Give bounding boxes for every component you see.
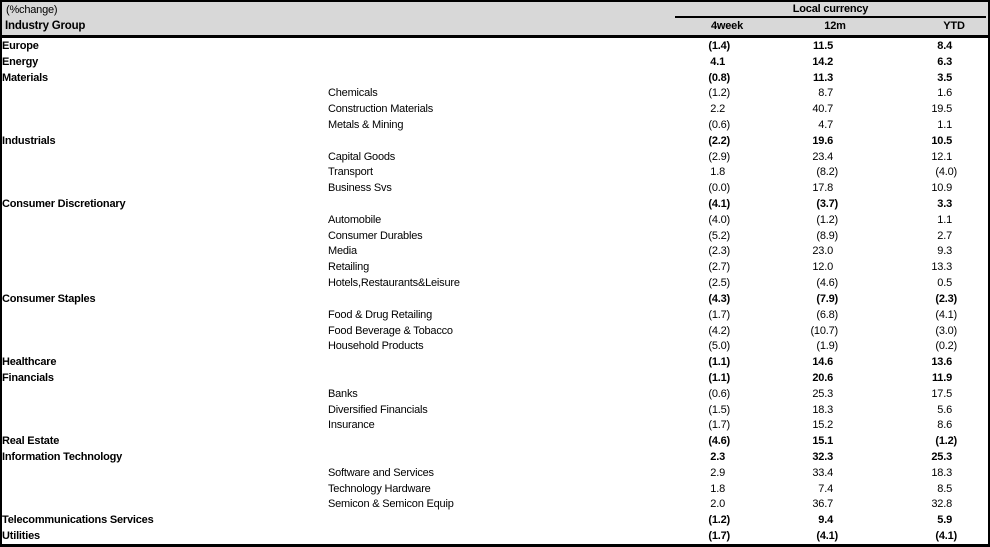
industry-name: Retailing	[328, 261, 370, 274]
value-ytd: 8.6	[937, 419, 952, 432]
row-filler	[957, 433, 988, 449]
value-4week: (1.7)	[708, 419, 730, 432]
column-header-4week: 4week	[710, 20, 744, 32]
industry-name: Automobile	[328, 213, 382, 226]
value-4week: (4.0)	[708, 213, 730, 226]
value-12m: 12.0	[812, 261, 833, 274]
industry-group-header: Industry Group	[5, 20, 86, 32]
value-4week: (4.2)	[708, 324, 730, 337]
value-ytd: 1.6	[937, 87, 952, 100]
value-4week: (1.2)	[708, 87, 730, 100]
local-currency-header: Local currency	[675, 2, 986, 18]
industry-name: Household Products	[328, 340, 424, 353]
table-row	[2, 244, 988, 260]
row-filler	[957, 70, 988, 86]
value-ytd: 12.1	[931, 150, 952, 163]
industry-name: Chemicals	[328, 87, 378, 100]
table-row	[2, 196, 988, 212]
table-row	[2, 465, 988, 481]
table-row	[2, 338, 988, 354]
table-row	[2, 85, 988, 101]
industry-name: Real Estate	[2, 435, 60, 448]
value-4week: (0.0)	[708, 182, 730, 195]
value-12m: 20.6	[812, 371, 833, 384]
industry-name: Materials	[2, 71, 48, 84]
value-12m: (4.1)	[816, 530, 838, 543]
value-4week: (1.7)	[708, 530, 730, 543]
row-filler	[957, 449, 988, 465]
table-row	[2, 386, 988, 402]
value-12m: (1.2)	[816, 213, 838, 226]
value-ytd: 18.3	[931, 466, 952, 479]
table-row	[2, 180, 988, 196]
row-filler	[957, 338, 988, 354]
row-filler	[957, 465, 988, 481]
value-4week: (1.2)	[708, 514, 730, 527]
row-filler	[957, 512, 988, 528]
industry-name: Insurance	[328, 419, 375, 432]
value-ytd: 8.5	[937, 482, 952, 495]
row-filler	[957, 259, 988, 275]
table-row	[2, 528, 988, 544]
value-ytd: 10.5	[931, 134, 952, 147]
industry-name: Healthcare	[2, 356, 57, 369]
value-ytd: 1.1	[937, 118, 952, 131]
industry-name: Transport	[328, 166, 373, 179]
header-row-top	[2, 2, 988, 18]
value-12m: (8.9)	[816, 229, 838, 242]
value-4week: 2.3	[710, 451, 725, 464]
table-row	[2, 275, 988, 291]
value-12m: (1.9)	[816, 340, 838, 353]
value-12m: (10.7)	[810, 324, 838, 337]
value-ytd: 9.3	[937, 245, 952, 258]
value-ytd: (4.1)	[935, 530, 957, 543]
industry-name: Media	[328, 245, 357, 258]
industry-name: Software and Services	[328, 466, 434, 479]
table-body	[2, 38, 988, 544]
table-row	[2, 259, 988, 275]
industry-name: Banks	[328, 387, 358, 400]
value-4week: (4.3)	[708, 292, 730, 305]
value-ytd: 8.4	[937, 39, 952, 52]
value-12m: (3.7)	[816, 198, 838, 211]
industry-name: Consumer Staples	[2, 292, 96, 305]
value-4week: (5.0)	[708, 340, 730, 353]
value-ytd: (0.2)	[935, 340, 957, 353]
header-row-columns	[2, 18, 988, 35]
row-filler	[957, 54, 988, 70]
value-4week: (5.2)	[708, 229, 730, 242]
value-ytd: 32.8	[931, 498, 952, 511]
value-4week: (1.1)	[708, 356, 730, 369]
value-4week: (0.6)	[708, 118, 730, 131]
value-4week: 1.8	[710, 166, 725, 179]
value-12m: (4.6)	[816, 277, 838, 290]
data-table	[2, 38, 988, 544]
value-4week: (4.1)	[708, 198, 730, 211]
table-row	[2, 101, 988, 117]
value-ytd: (2.3)	[935, 292, 957, 305]
industry-name: Food Beverage & Tobacco	[328, 324, 453, 337]
value-4week: (2.2)	[708, 134, 730, 147]
value-12m: 11.3	[812, 71, 833, 84]
value-4week: (2.3)	[708, 245, 730, 258]
value-ytd: (4.0)	[935, 166, 957, 179]
table-row	[2, 323, 988, 339]
value-12m: (8.2)	[816, 166, 838, 179]
table-row	[2, 117, 988, 133]
row-filler	[957, 165, 988, 181]
industry-name: Diversified Financials	[328, 403, 428, 416]
row-filler	[957, 402, 988, 418]
industry-name: Europe	[2, 39, 39, 52]
industry-name: Financials	[2, 371, 54, 384]
value-12m: 19.6	[812, 134, 833, 147]
value-ytd: 13.6	[931, 356, 952, 369]
value-12m: 33.4	[812, 466, 833, 479]
row-filler	[957, 85, 988, 101]
row-filler	[957, 386, 988, 402]
value-ytd: (3.0)	[935, 324, 957, 337]
value-12m: 17.8	[812, 182, 833, 195]
industry-name: Construction Materials	[328, 103, 434, 116]
value-4week: (4.6)	[708, 435, 730, 448]
value-12m: (6.8)	[816, 308, 838, 321]
value-ytd: (1.2)	[935, 435, 957, 448]
value-ytd: 19.5	[931, 103, 952, 116]
industry-name: Telecommunications Services	[2, 514, 154, 527]
industry-name: Semicon & Semicon Equip	[328, 498, 454, 511]
value-12m: 14.6	[812, 356, 833, 369]
table-row	[2, 481, 988, 497]
row-filler	[957, 117, 988, 133]
value-4week: (2.9)	[708, 150, 730, 163]
industry-name: Utilities	[2, 530, 40, 543]
value-4week: (2.7)	[708, 261, 730, 274]
value-4week: (1.5)	[708, 403, 730, 416]
row-filler	[957, 38, 988, 54]
value-12m: 4.7	[818, 118, 833, 131]
value-12m: (7.9)	[816, 292, 838, 305]
row-filler	[957, 244, 988, 260]
row-filler	[957, 354, 988, 370]
value-ytd: 11.9	[931, 371, 952, 384]
value-12m: 25.3	[812, 387, 833, 400]
row-filler	[957, 180, 988, 196]
industry-name: Consumer Discretionary	[2, 198, 126, 211]
table-row	[2, 291, 988, 307]
value-ytd: 17.5	[931, 387, 952, 400]
row-filler	[957, 418, 988, 434]
table-row	[2, 449, 988, 465]
table-row	[2, 133, 988, 149]
value-ytd: 5.6	[937, 403, 952, 416]
value-ytd: (4.1)	[935, 308, 957, 321]
table-row	[2, 165, 988, 181]
industry-name: Consumer Durables	[328, 229, 423, 242]
industry-name: Industrials	[2, 134, 56, 147]
table-row	[2, 370, 988, 386]
row-filler	[957, 196, 988, 212]
industry-name: Technology Hardware	[328, 482, 431, 495]
table-header	[2, 2, 988, 38]
value-ytd: 13.3	[931, 261, 952, 274]
value-ytd: 6.3	[937, 55, 952, 68]
value-12m: 15.2	[812, 419, 833, 432]
value-12m: 8.7	[818, 87, 833, 100]
table-row	[2, 497, 988, 513]
value-4week: 4.1	[710, 55, 725, 68]
value-12m: 32.3	[812, 451, 833, 464]
industry-name: Metals & Mining	[328, 118, 404, 131]
industry-name: Energy	[2, 55, 39, 68]
table-row	[2, 354, 988, 370]
table-row	[2, 418, 988, 434]
industry-name: Food & Drug Retailing	[328, 308, 433, 321]
table-row	[2, 307, 988, 323]
row-filler	[957, 323, 988, 339]
value-ytd: 0.5	[937, 277, 952, 290]
row-filler	[957, 133, 988, 149]
value-12m: 7.4	[818, 482, 833, 495]
column-header-ytd: YTD	[943, 20, 965, 32]
value-4week: 2.9	[710, 466, 725, 479]
table-row	[2, 54, 988, 70]
value-4week: 2.2	[710, 103, 725, 116]
row-filler	[957, 275, 988, 291]
row-filler	[957, 212, 988, 228]
industry-name: Hotels,Restaurants&Leisure	[328, 277, 460, 290]
value-4week: (2.5)	[708, 277, 730, 290]
table-row	[2, 402, 988, 418]
value-12m: 23.0	[812, 245, 833, 258]
row-filler	[957, 291, 988, 307]
table-row	[2, 38, 988, 54]
industry-name: Information Technology	[2, 451, 123, 464]
column-header-12m: 12m	[824, 20, 846, 32]
value-12m: 14.2	[812, 55, 833, 68]
value-ytd: 5.9	[937, 514, 952, 527]
value-4week: (1.1)	[708, 371, 730, 384]
value-4week: (1.7)	[708, 308, 730, 321]
value-4week: 2.0	[710, 498, 725, 511]
value-4week: (0.8)	[708, 71, 730, 84]
value-ytd: 25.3	[931, 451, 952, 464]
row-filler	[957, 497, 988, 513]
value-ytd: 2.7	[937, 229, 952, 242]
value-12m: 11.5	[812, 39, 833, 52]
table-row	[2, 512, 988, 528]
value-12m: 36.7	[812, 498, 833, 511]
industry-name: Business Svs	[328, 182, 392, 195]
value-ytd: 1.1	[937, 213, 952, 226]
percent-change-label: (%change)	[6, 4, 58, 16]
table-row	[2, 433, 988, 449]
value-4week: (1.4)	[708, 39, 730, 52]
value-12m: 9.4	[818, 514, 833, 527]
value-ytd: 10.9	[931, 182, 952, 195]
value-4week: 1.8	[710, 482, 725, 495]
row-filler	[957, 101, 988, 117]
value-ytd: 3.5	[937, 71, 952, 84]
value-12m: 15.1	[812, 435, 833, 448]
row-filler	[957, 307, 988, 323]
row-filler	[957, 481, 988, 497]
industry-name: Capital Goods	[328, 150, 396, 163]
row-filler	[957, 149, 988, 165]
table-row	[2, 70, 988, 86]
value-12m: 40.7	[812, 103, 833, 116]
table-row	[2, 228, 988, 244]
row-filler	[957, 228, 988, 244]
value-12m: 18.3	[812, 403, 833, 416]
table-row	[2, 212, 988, 228]
value-ytd: 3.3	[937, 198, 952, 211]
row-filler	[957, 528, 988, 544]
value-12m: 23.4	[812, 150, 833, 163]
value-4week: (0.6)	[708, 387, 730, 400]
row-filler	[957, 370, 988, 386]
table-row	[2, 149, 988, 165]
